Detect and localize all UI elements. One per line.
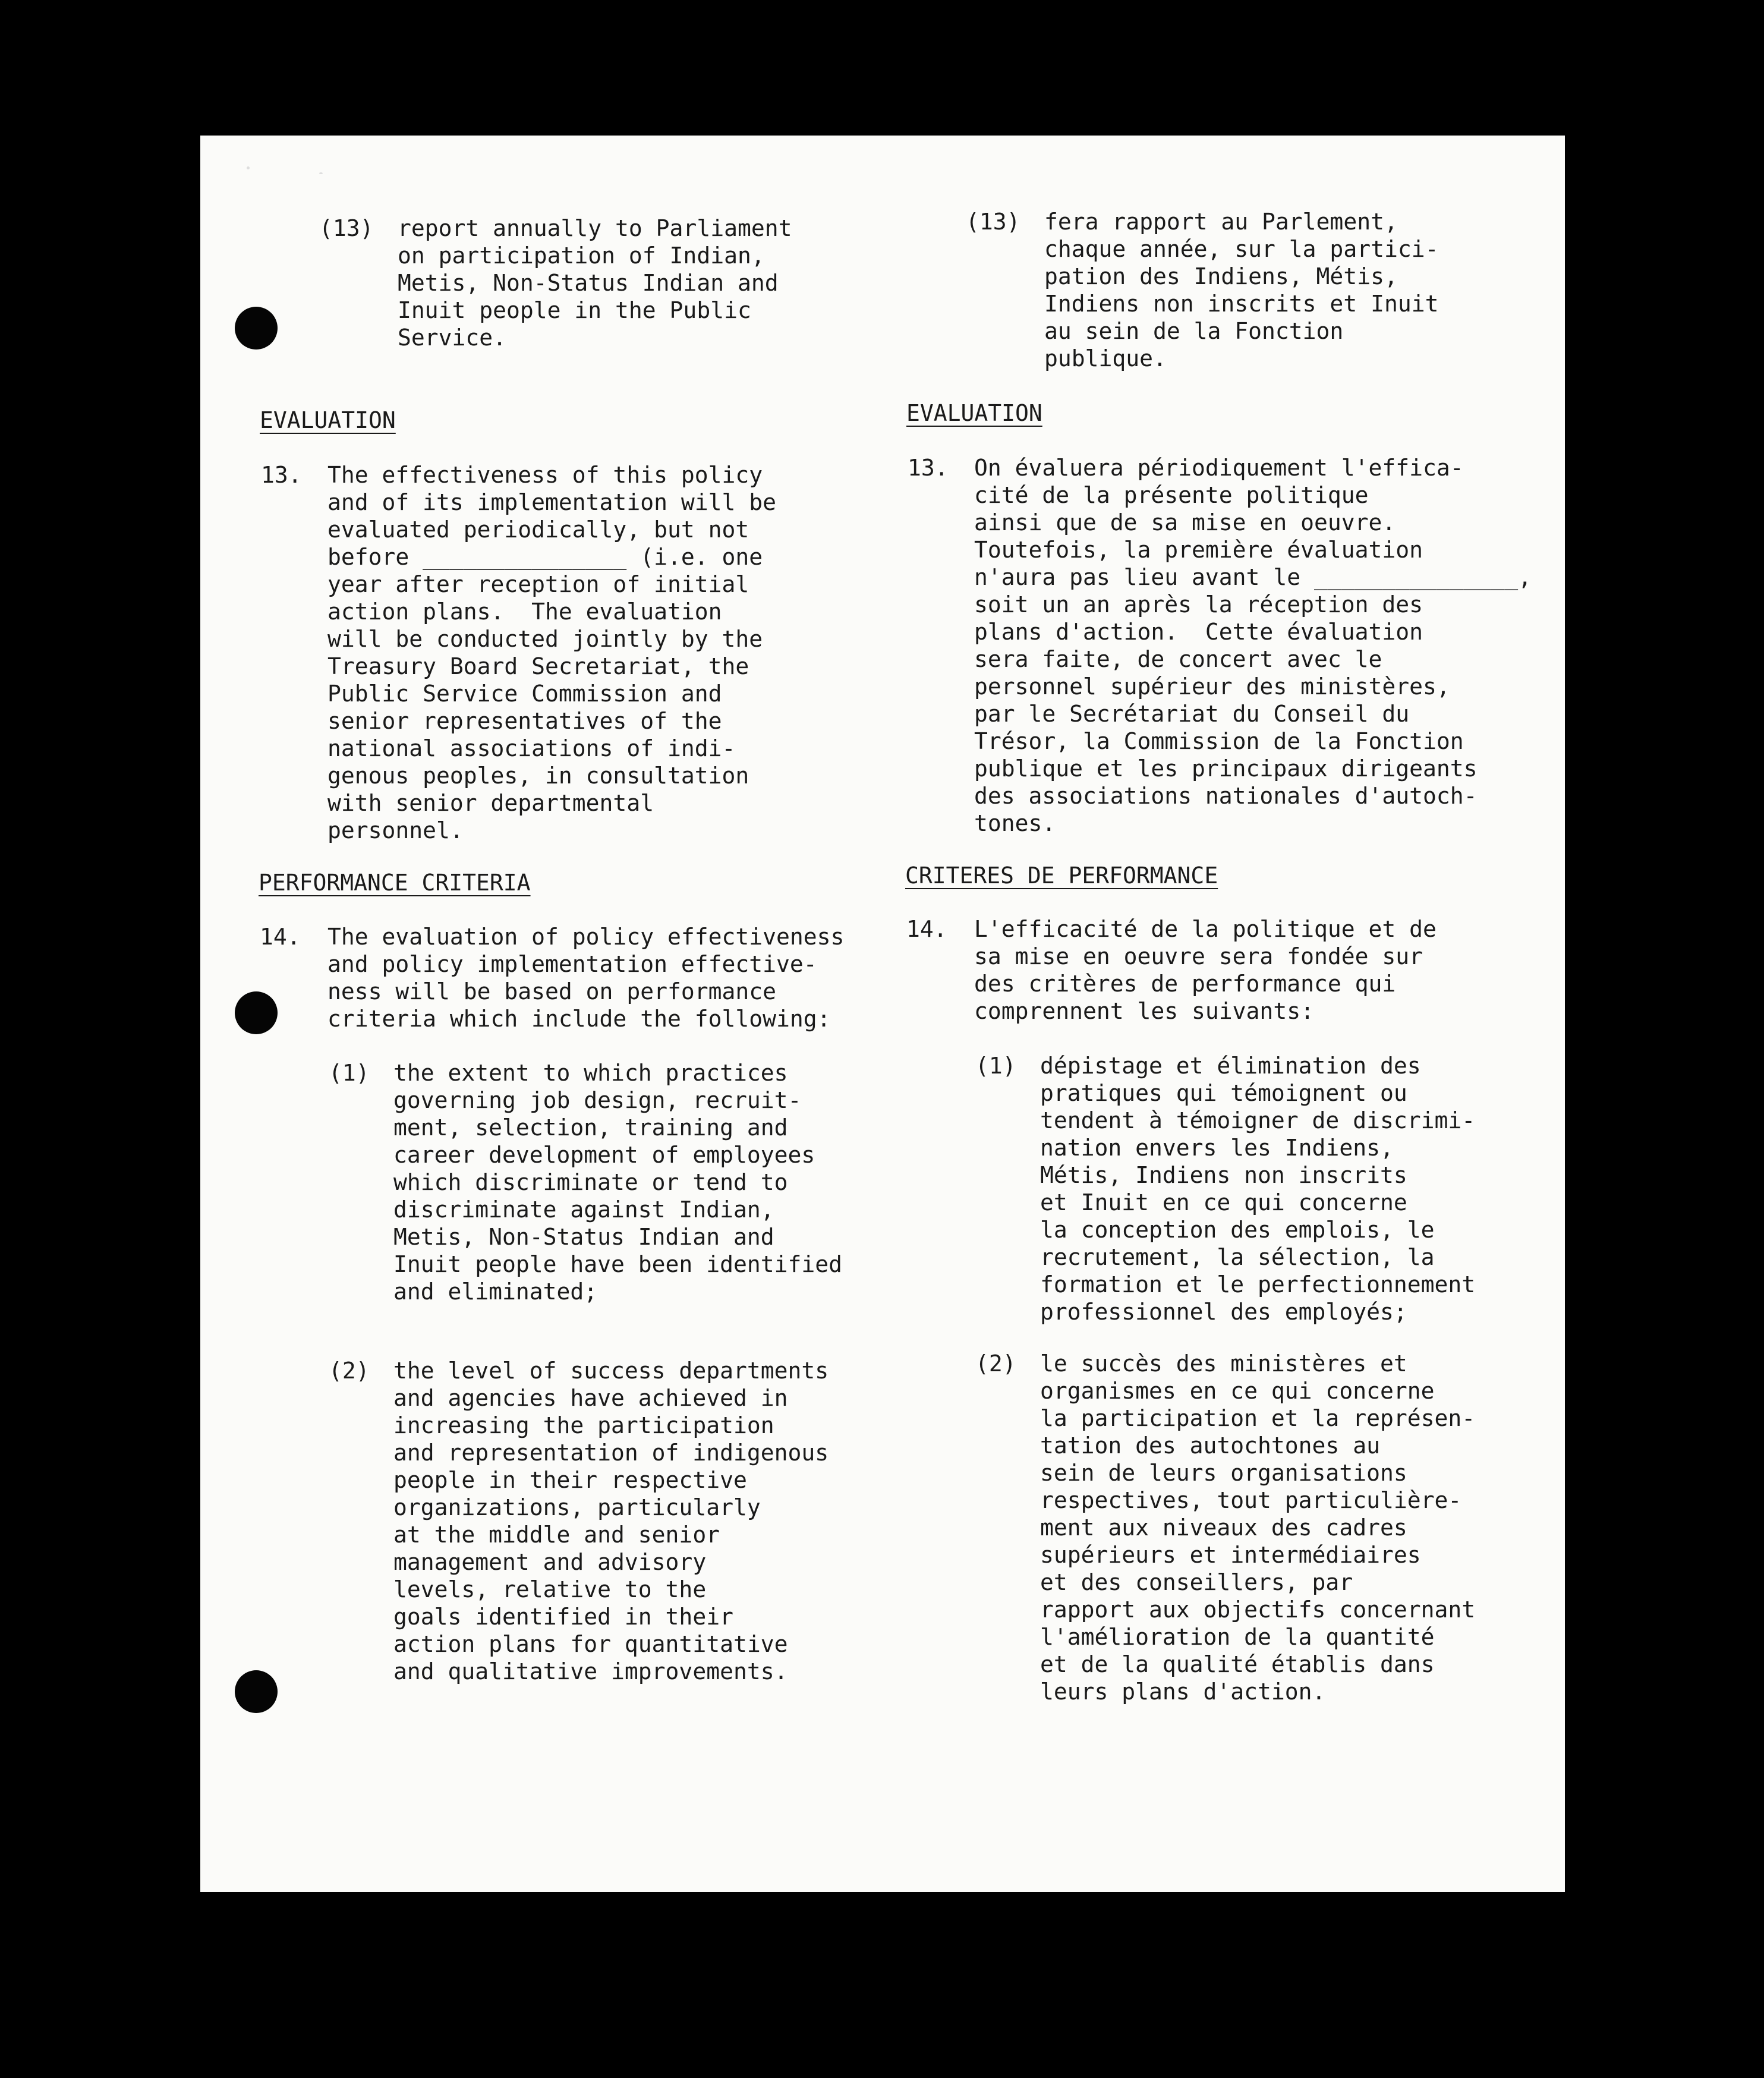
subitem-2-number: (2) (329, 1358, 370, 1384)
item-13-text: report annually to Parliament on participation of Indian, Metis, Non-Status Indian and Inuit people in the Public Service. (398, 215, 792, 351)
paragraph-13-number-fr: 13. (908, 455, 949, 481)
item-13-number-fr: (13) (966, 209, 1020, 235)
subitem-1-number-fr: (1) (975, 1053, 1016, 1079)
subitem-1-number: (1) (329, 1060, 370, 1086)
paragraph-14-number: 14. (260, 924, 301, 950)
subitem-2-text-fr: le succès des ministères et organismes en ce qui concerne la participation et la représen- tation des autochtones au sein de leurs organisations respectives, tout particulière- ment aux niveaux des cadres supérieurs et intermédiaires et des conseillers, par rapport aux objectifs concernant l'amélioration de la quantité et de la qualité établis dans leurs plans d'action. (1040, 1350, 1476, 1705)
english-column (259, 136, 854, 1685)
performance-criteria-heading-fr: CRITERES DE PERFORMANCE (905, 862, 1218, 889)
paragraph-14-text: The evaluation of policy effectiveness and policy implementation effective- ness will be based on performance criteria which include the following: (327, 924, 845, 1032)
paragraph-14-number-fr: 14. (906, 916, 947, 942)
punch-hole-middle (235, 991, 278, 1034)
subitem-2-number-fr: (2) (975, 1350, 1016, 1377)
subitem-2-text: the level of success departments and agencies have achieved in increasing the participation and representation of indigenous people in their respective organizations, particularly at the middle and senior management and advisory levels, relative to the goals identified in their action plans for quantitative and qualitative improvements. (393, 1358, 829, 1685)
punch-hole-bottom (235, 1670, 278, 1713)
paragraph-13-text-fr: On évaluera périodiquement l'effica- cité de la présente politique ainsi que de sa mise en oeuvre. Toutefois, la première évaluation n'aura pas lieu avant le _______________, soit un an après la réception des plans d'action. Cette évaluation sera faite, de concert avec le personnel supérieur des ministères, par le Secrétariat du Conseil du Trésor, la Commission de la Fonction publique et les principaux dirigeants des associations nationales d'autoch- tones. (974, 455, 1532, 836)
document-page (200, 136, 1565, 1892)
french-column (905, 136, 1532, 1705)
item-13-number: (13) (319, 215, 374, 241)
evaluation-heading-fr: EVALUATION (906, 400, 1042, 426)
item-13-text-fr: fera rapport au Parlement, chaque année, sur la partici- pation des Indiens, Métis, Indiens non inscrits et Inuit au sein de la Fonction publique. (1044, 209, 1439, 371)
performance-criteria-heading: PERFORMANCE CRITERIA (259, 870, 531, 896)
paragraph-13-number: 13. (261, 462, 302, 488)
subitem-1-text-fr: dépistage et élimination des pratiques qui témoignent ou tendent à témoigner de discrimi- nation envers les Indiens, Métis, Indiens non inscrits et Inuit en ce qui concerne la conception des emplois, le recrutement, la sélection, la formation et le perfectionnement professionnel des employés; (1040, 1053, 1476, 1325)
subitem-1-text: the extent to which practices governing job design, recruit- ment, selection, training and career development of employees which discriminate or tend to discriminate against Indian, Metis, Non-Status Indian and Inuit people have been identified and eliminated; (393, 1060, 842, 1305)
paper-speck (247, 166, 250, 169)
paragraph-13-text: The effectiveness of this policy and of its implementation will be evaluated periodically, but not before _______________ (i.e. one year after reception of initial action plans. The evaluation will be conducted jointly by the Treasury Board Secretariat, the Public Service Commission and senior representatives of the national associations of indi- genous peoples, in consultation with senior departmental personnel. (327, 462, 776, 843)
paragraph-14-text-fr: L'efficacité de la politique et de sa mise en oeuvre sera fondée sur des critères de performance qui comprennent les suivants: (974, 916, 1437, 1024)
evaluation-heading: EVALUATION (260, 407, 396, 433)
